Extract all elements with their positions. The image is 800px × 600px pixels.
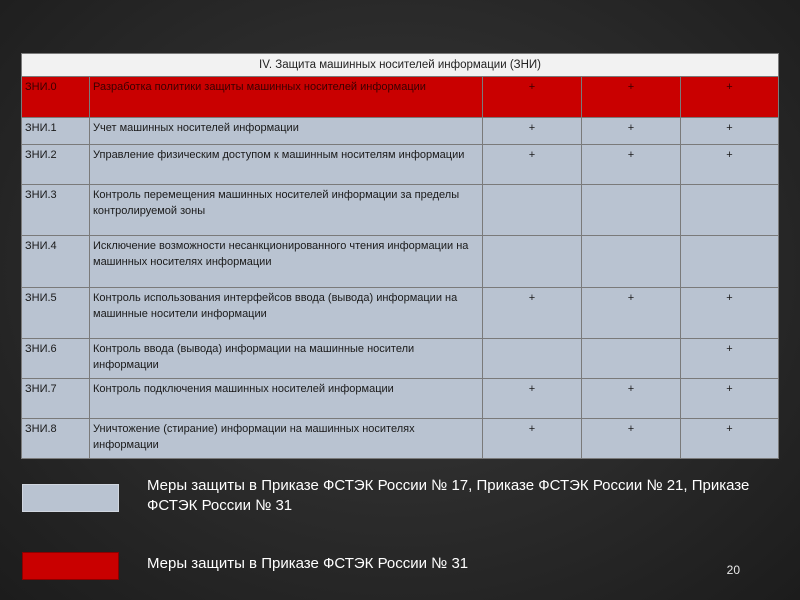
legend-gray-swatch	[22, 484, 119, 512]
row-mark: +	[582, 288, 681, 339]
row-text: Контроль ввода (вывода) информации на машинные носители информации	[90, 339, 483, 379]
row-mark: +	[681, 77, 779, 118]
row-mark: +	[681, 339, 779, 379]
legend-red-swatch	[22, 552, 119, 580]
row-mark: +	[483, 77, 582, 118]
row-mark	[483, 236, 582, 288]
table-header: IV. Защита машинных носителей информации (ЗНИ)	[22, 54, 779, 77]
row-code: ЗНИ.2	[22, 145, 90, 185]
table-row	[22, 145, 779, 185]
row-mark: +	[582, 419, 681, 459]
row-text: Контроль использования интерфейсов ввода (вывода) информации на машинные носители информации	[90, 288, 483, 339]
table-row	[22, 379, 779, 419]
row-mark: +	[681, 419, 779, 459]
table-row	[22, 288, 779, 339]
row-code: ЗНИ.8	[22, 419, 90, 459]
row-mark	[681, 185, 779, 236]
row-text: Уничтожение (стирание) информации на машинных носителях информации	[90, 419, 483, 459]
table-row	[22, 419, 779, 459]
row-code: ЗНИ.1	[22, 118, 90, 145]
table-row	[22, 185, 779, 236]
row-code: ЗНИ.6	[22, 339, 90, 379]
row-mark: +	[582, 77, 681, 118]
row-code: ЗНИ.5	[22, 288, 90, 339]
table-row	[22, 77, 779, 118]
row-mark: +	[483, 379, 582, 419]
row-text: Разработка политики защиты машинных носителей информации	[90, 77, 483, 118]
measures-table-container	[21, 53, 778, 459]
table-row	[22, 339, 779, 379]
row-mark	[681, 236, 779, 288]
row-text: Контроль подключения машинных носителей информации	[90, 379, 483, 419]
table-row	[22, 118, 779, 145]
row-mark: +	[681, 288, 779, 339]
row-mark: +	[483, 288, 582, 339]
row-mark: +	[582, 145, 681, 185]
row-mark: +	[483, 145, 582, 185]
row-text: Управление физическим доступом к машинным носителям информации	[90, 145, 483, 185]
row-code: ЗНИ.4	[22, 236, 90, 288]
row-mark: +	[681, 118, 779, 145]
row-mark: +	[582, 118, 681, 145]
row-mark: +	[483, 419, 582, 459]
row-code: ЗНИ.3	[22, 185, 90, 236]
row-mark	[582, 236, 681, 288]
row-code: ЗНИ.7	[22, 379, 90, 419]
row-mark	[582, 185, 681, 236]
row-mark: +	[681, 145, 779, 185]
table-row	[22, 236, 779, 288]
row-mark: +	[483, 118, 582, 145]
slide-number: 20	[726, 563, 740, 577]
legend-gray-text: Меры защиты в Приказе ФСТЭК России № 17, Приказе ФСТЭК России № 21, Приказе ФСТЭК России № 31	[147, 477, 750, 514]
measures-table	[21, 53, 779, 459]
row-mark	[483, 339, 582, 379]
row-mark: +	[582, 379, 681, 419]
row-mark	[582, 339, 681, 379]
row-mark: +	[681, 379, 779, 419]
row-text: Учет машинных носителей информации	[90, 118, 483, 145]
row-text: Контроль перемещения машинных носителей информации за пределы контролируемой зоны	[90, 185, 483, 236]
legend-red-text: Меры защиты в Приказе ФСТЭК России № 31	[147, 555, 469, 572]
row-mark	[483, 185, 582, 236]
row-text: Исключение возможности несанкционированного чтения информации на машинных носителях информации	[90, 236, 483, 288]
row-code: ЗНИ.0	[22, 77, 90, 118]
